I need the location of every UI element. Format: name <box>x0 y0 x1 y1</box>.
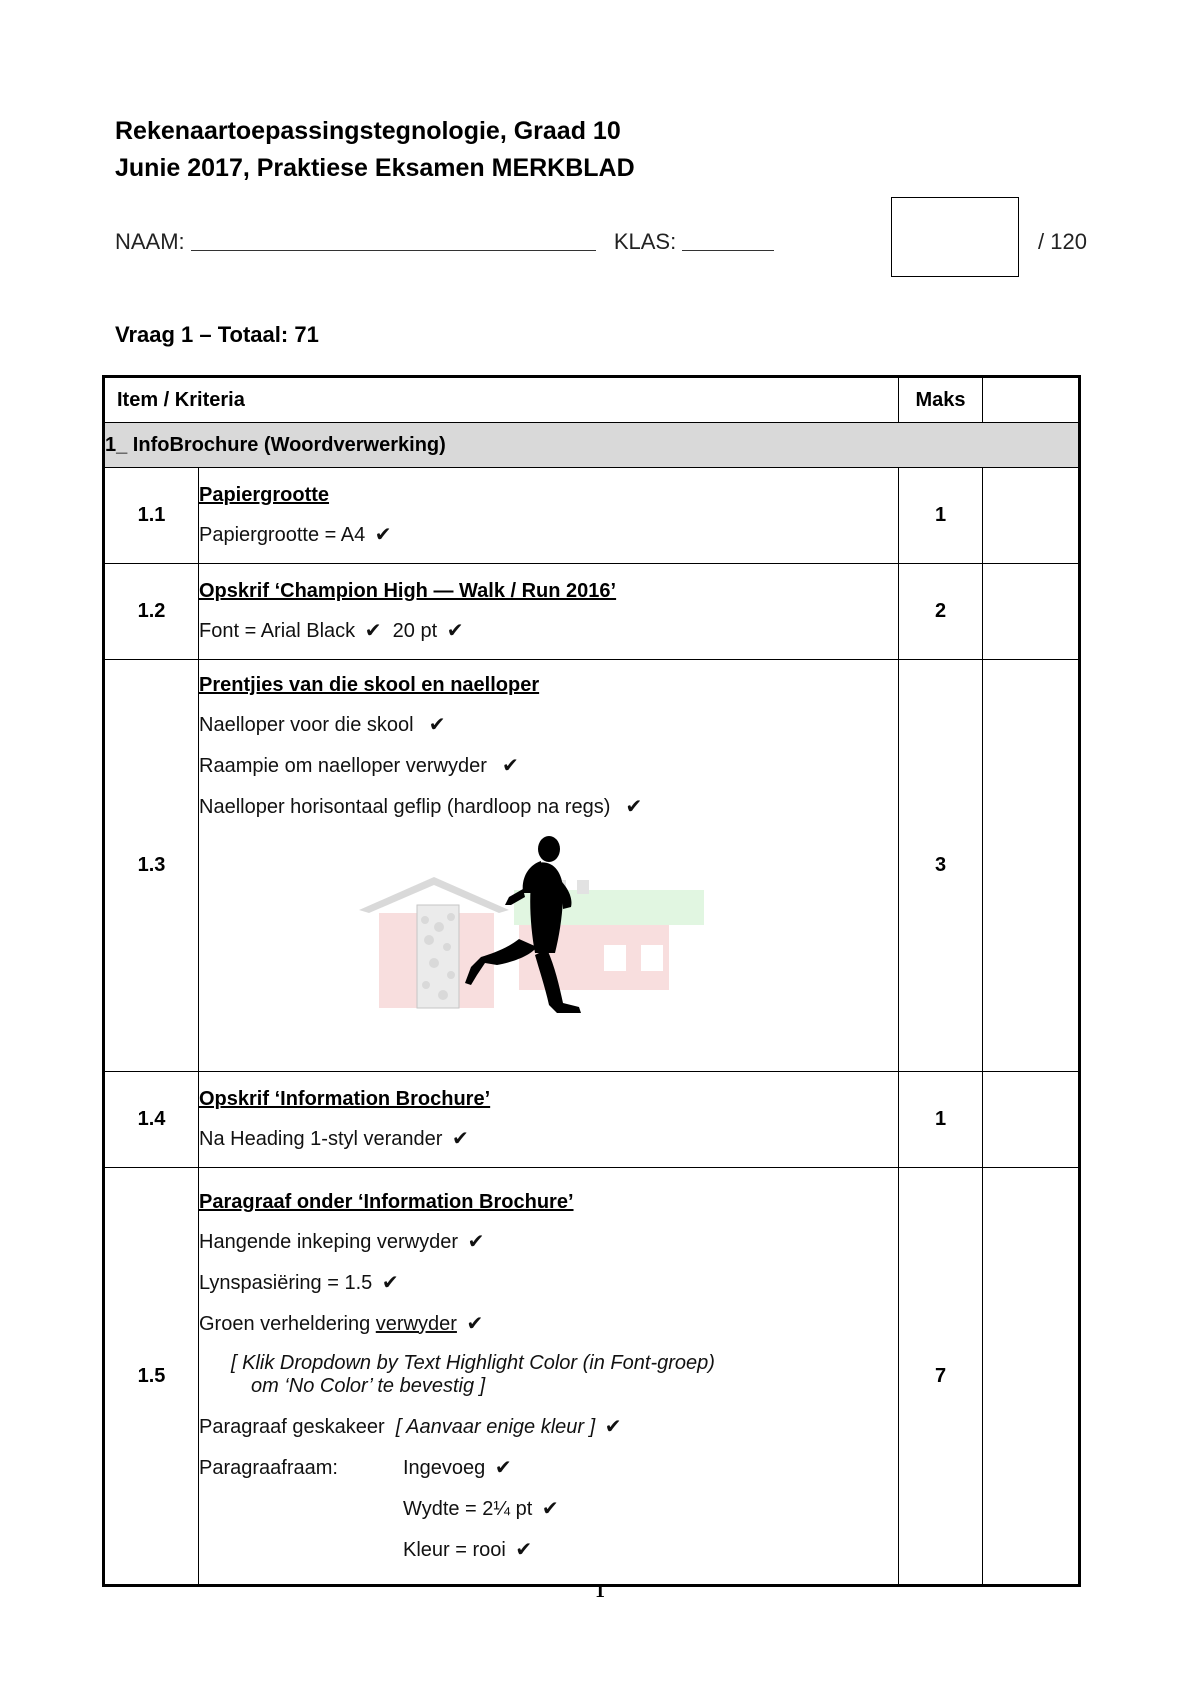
document-title: Rekenaartoepassingstegnologie, Graad 10 <box>115 117 621 145</box>
checkmark-icon: ✔ <box>364 618 382 642</box>
criteria-cell <box>199 468 899 564</box>
criteria-line: Paragraafraam: Ingevoeg ✔ <box>199 1454 512 1479</box>
checkmark-icon: ✔ <box>381 1269 399 1294</box>
max-marks: 3 <box>899 660 983 1072</box>
checkmark-icon: ✔ <box>428 712 446 736</box>
section-row <box>104 423 1080 468</box>
max-marks: 7 <box>899 1168 983 1586</box>
checkmark-icon: ✔ <box>466 1310 484 1335</box>
instruction-note: [ Klik Dropdown by Text Highlight Color (in Font-groep) <box>231 1351 715 1374</box>
criteria-line: Wydte = 2¼ pt ✔ <box>403 1495 559 1520</box>
criteria-line: Raampie om naelloper verwyder ✔ <box>199 753 519 777</box>
criteria-line: Naelloper voor die skool ✔ <box>199 712 446 736</box>
item-number: 1.3 <box>104 660 199 1072</box>
criteria-line: Groen verheldering verwyder ✔ <box>199 1310 484 1335</box>
criteria-cell <box>199 1072 899 1168</box>
checkmark-icon: ✔ <box>604 1413 622 1438</box>
checkmark-icon: ✔ <box>467 1228 485 1253</box>
checkmark-icon: ✔ <box>452 1126 469 1150</box>
criteria-heading: Opskrif ‘Champion High — Walk / Run 2016’ <box>199 580 617 602</box>
criteria-line: Paragraaf geskakeer [ Aanvaar enige kleur ] ✔ <box>199 1413 622 1438</box>
score-cell[interactable] <box>983 468 1080 564</box>
score-cell[interactable] <box>983 660 1080 1072</box>
name-field[interactable] <box>191 230 596 251</box>
table-row <box>104 468 1080 564</box>
criteria-line: Lynspasiëring = 1.5 ✔ <box>199 1269 399 1294</box>
item-number: 1.1 <box>104 468 199 564</box>
question-heading: Vraag 1 – Totaal: 71 <box>115 322 319 347</box>
criteria-cell <box>199 564 899 660</box>
name-label: NAAM: <box>115 229 185 254</box>
total-marks-label: / 120 <box>1038 229 1087 254</box>
checkmark-icon: ✔ <box>446 618 464 642</box>
document-subtitle: Junie 2017, Praktiese Eksamen MERKBLAD <box>115 154 635 182</box>
max-marks: 2 <box>899 564 983 660</box>
criteria-line: Papiergrootte = A4 ✔ <box>199 522 392 546</box>
score-cell[interactable] <box>983 564 1080 660</box>
table-header-row <box>104 377 1080 423</box>
criteria-heading: Paragraaf onder ‘Information Brochure’ <box>199 1190 574 1213</box>
criteria-heading: Opskrif ‘Information Brochure’ <box>199 1088 491 1110</box>
table-row <box>104 660 1080 1072</box>
checkmark-icon: ✔ <box>374 522 392 546</box>
score-cell[interactable] <box>983 1072 1080 1168</box>
score-cell[interactable] <box>983 1168 1080 1586</box>
column-header-item: Item / Kriteria <box>104 377 899 423</box>
checkmark-icon: ✔ <box>541 1495 559 1520</box>
checkmark-icon: ✔ <box>494 1454 512 1479</box>
checkmark-icon: ✔ <box>625 794 643 818</box>
max-marks: 1 <box>899 468 983 564</box>
criteria-line: Naelloper horisontaal geflip (hardloop na regs) ✔ <box>199 794 643 818</box>
page-number: 1 <box>595 1580 605 1602</box>
table-row <box>104 1168 1080 1586</box>
max-marks: 1 <box>899 1072 983 1168</box>
total-score-box[interactable] <box>891 197 1019 277</box>
criteria-line: Font = Arial Black ✔ 20 pt ✔ <box>199 618 464 642</box>
criteria-heading: Papiergrootte <box>199 484 330 506</box>
criteria-line: Kleur = rooi ✔ <box>403 1536 533 1561</box>
student-info-row <box>115 229 774 255</box>
checkmark-icon: ✔ <box>502 753 519 777</box>
instruction-note: om ‘No Color’ te bevestig ] <box>251 1374 486 1397</box>
criteria-heading: Prentjies van die skool en naelloper <box>199 674 540 696</box>
class-label: KLAS: <box>613 229 677 254</box>
criteria-cell <box>199 660 899 1072</box>
item-number: 1.2 <box>104 564 199 660</box>
table-row <box>104 564 1080 660</box>
marking-table <box>102 375 1081 1587</box>
item-number: 1.4 <box>104 1072 199 1168</box>
school-runner-image <box>359 835 719 1025</box>
criteria-line: Hangende inkeping verwyder ✔ <box>199 1228 485 1253</box>
class-field[interactable] <box>682 230 774 251</box>
checkmark-icon: ✔ <box>515 1536 533 1561</box>
table-row <box>104 1072 1080 1168</box>
criteria-cell <box>199 1168 899 1586</box>
criteria-line: Na Heading 1-styl verander ✔ <box>199 1126 469 1150</box>
item-number: 1.5 <box>104 1168 199 1586</box>
section-title: 1_ InfoBrochure (Woordverwerking) <box>104 423 1080 468</box>
column-header-maks: Maks <box>899 377 983 423</box>
column-header-score <box>983 377 1080 423</box>
